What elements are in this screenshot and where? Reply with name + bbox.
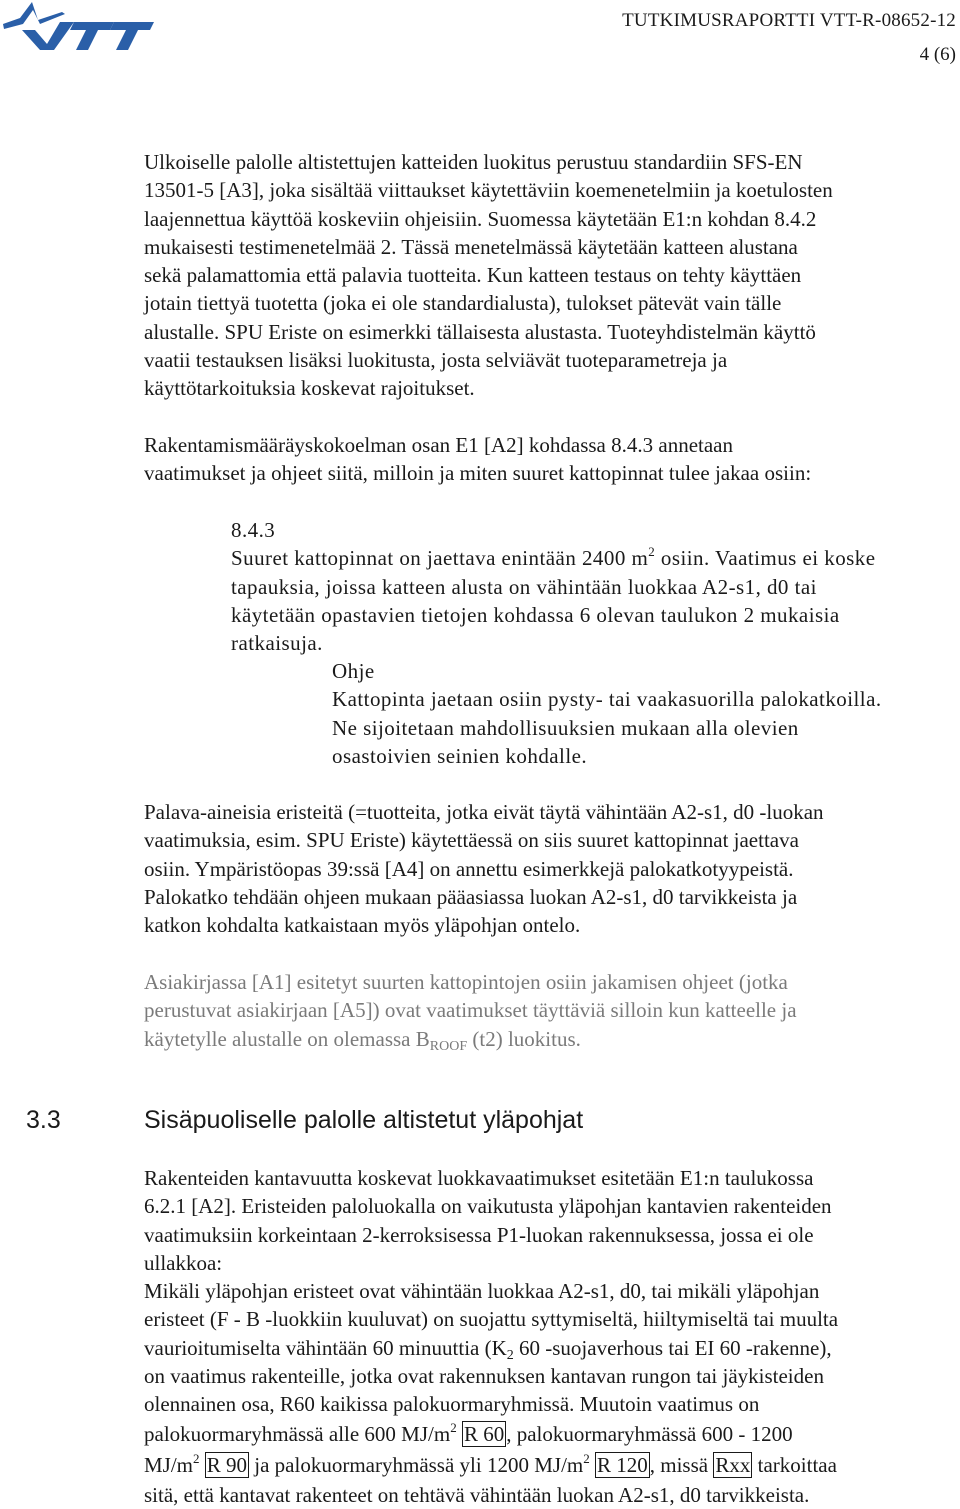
text-line: Ne sijoitetaan mahdollisuuksien mukaan alla olevien <box>332 715 799 740</box>
text-line: sekä palamattomia että palavia tuotteita. Kun katteen testaus on tehty käyttäen <box>144 263 802 288</box>
regulation-quote <box>231 516 956 657</box>
text-line: vaatimukset ja ohjeet siitä, milloin ja miten suuret kattopinnat tulee jakaa osiin: <box>144 461 812 486</box>
text-line: käytetylle alustalle on olemassa $B_{ROOF}$ (t2) luokitus. <box>144 1026 581 1054</box>
paragraph-combustible-insulation <box>144 798 956 939</box>
text-line: osiin. Ympäristöopas 39:ssä [A4] on annettu esimerkkejä palokatkotyypeistä. <box>144 856 794 881</box>
guidance-title: Ohje <box>332 659 375 683</box>
text-line: ratkaisuja. <box>231 631 323 656</box>
text-line: mukaisesti testimenetelmää 2. Tässä menetelmässä käytetään katteen alustana <box>144 234 798 259</box>
text-line: 13501-5 [A3], joka sisältää viittaukset käytettäviin koemenetelmiin ja koetulosten <box>144 178 833 203</box>
text-line: vaurioitumiselta vähintään 60 minuuttia ($K_2$ 60 -suojaverhous tai EI 60 -rakenne), <box>144 1335 832 1363</box>
regulation-guidance <box>332 657 956 770</box>
text-line: olennainen osa, R60 kaikissa palokuormaryhmissä. Muutoin vaatimus on <box>144 1392 760 1417</box>
text-line: alustalle. SPU Eriste on esimerkki tällaisesta alustasta. Tuoteyhdistelmän käyttö <box>144 319 816 344</box>
class-box-rxx: Rxx <box>715 1452 751 1477</box>
class-box-r90: R 90 <box>206 1452 248 1477</box>
text-line: vaatimuksiin korkeintaan 2-kerroksisessa P1-luokan rakennuksessa, jossa ei ole <box>144 1222 814 1247</box>
class-box-r120: R 120 <box>597 1452 648 1477</box>
text-line: Rakenteiden kantavuutta koskevat luokkavaatimukset esitetään E1:n taulukossa <box>144 1166 814 1190</box>
vtt-logo <box>2 0 154 52</box>
text-line: jotain tiettyä tuotetta (joka ei ole standardialusta), tulokset pätevät vain tälle <box>144 291 782 316</box>
text-line: Rakentamismääräyskokoelman osan E1 [A2] kohdassa 8.4.3 annetaan <box>144 433 733 457</box>
text-line: Palokatko tehdään ohjeen mukaan pääasiassa luokan A2-s1, d0 tarvikkeista ja <box>144 884 798 909</box>
paragraph-roof-classification <box>144 148 956 403</box>
paragraph-broof-note <box>144 968 956 1053</box>
text-line: $MJ/m^2$ R 90 ja palokuormaryhmässä yli 1200 $MJ/m^2$ R 120, missä Rxx tarkoittaa <box>144 1450 837 1477</box>
paragraph-regulation-reference <box>144 431 956 488</box>
text-line: Palava-aineisia eristeitä (=tuotteita, jotka eivät täytä vähintään A2-s1, d0 -luokan <box>144 800 824 824</box>
text-line: sitä, että kantavat rakenteet on tehtävä vähintään luokan A2-s1, d0 tarvikkeista. <box>144 1482 810 1507</box>
text-line: tapauksia, joissa katteen alusta on vähintään luokkaa A2-s1, d0 tai <box>231 574 817 599</box>
text-line: ullakkoa: <box>144 1250 223 1275</box>
text-line: Suuret kattopinnat on jaettava enintään 2400 $m^2$ osiin. Vaatimus ei koske <box>231 544 876 571</box>
text-line: käytetään opastavien tietojen kohdassa 6 olevan taulukon 2 mukaisia <box>231 602 840 627</box>
text-line: palokuormaryhmässä alle 600 $MJ/m^2$ R 60, palokuormaryhmässä 600 - 1200 <box>144 1419 793 1446</box>
text-line: vaatimuksia, esim. SPU Eriste) käytettäessä on siis suuret kattopinnat jaettava <box>144 828 799 853</box>
section-number: 3.3 <box>26 1106 61 1134</box>
section-title: Sisäpuoliselle palolle altistetut yläpohjat <box>144 1106 584 1134</box>
text-line: laajennettua käyttöä koskeviin ohjeisiin. Suomessa käytetään E1:n kohdan 8.4.2 <box>144 206 817 231</box>
text-line: katkon kohdalta katkaistaan myös yläpohjan ontelo. <box>144 913 581 938</box>
class-box-r60: R 60 <box>463 1421 505 1446</box>
text-line: Mikäli yläpohjan eristeet ovat vähintään luokkaa A2-s1, d0, tai mikäli yläpohjan <box>144 1279 820 1304</box>
text-line: osastoivien seinien kohdalle. <box>332 743 588 768</box>
text-line: perustuvat asiakirjaan [A5]) ovat vaatimukset täyttäviä silloin kun katteelle ja <box>144 998 797 1023</box>
quote-number: 8.4.3 <box>231 518 276 542</box>
report-id: TUTKIMUSRAPORTTI VTT-R-08652-12 <box>622 10 956 31</box>
text-line: Ulkoiselle palolle altistettujen katteiden luokitus perustuu standardiin SFS-EN <box>144 150 803 174</box>
text-line: eristeet (F - B -luokkiin kuuluvat) on suojattu syttymiseltä, hiiltymiseltä tai muulta <box>144 1307 839 1332</box>
text-line: Kattopinta jaetaan osiin pysty- tai vaakasuorilla palokatkoilla. <box>332 687 882 712</box>
paragraph-load-bearing <box>144 1164 956 1509</box>
text-line: 6.2.1 [A2]. Eristeiden paloluokalla on vaikutusta yläpohjan kantavien rakenteiden <box>144 1194 832 1219</box>
text-line: käyttötarkoituksia koskevat rajoitukset. <box>144 376 475 401</box>
text-line: vaatii testauksen lisäksi luokitusta, josta selviävät tuoteparametreja ja <box>144 348 728 373</box>
page-number: 4 (6) <box>919 44 956 65</box>
text-line: Asiakirjassa [A1] esitetyt suurten kattopintojen osiin jakamisen ohjeet (jotka <box>144 970 788 994</box>
text-line: on vaatimus rakenteille, jotka ovat rakennuksen kantavan rungon tai jäykisteiden <box>144 1364 824 1389</box>
